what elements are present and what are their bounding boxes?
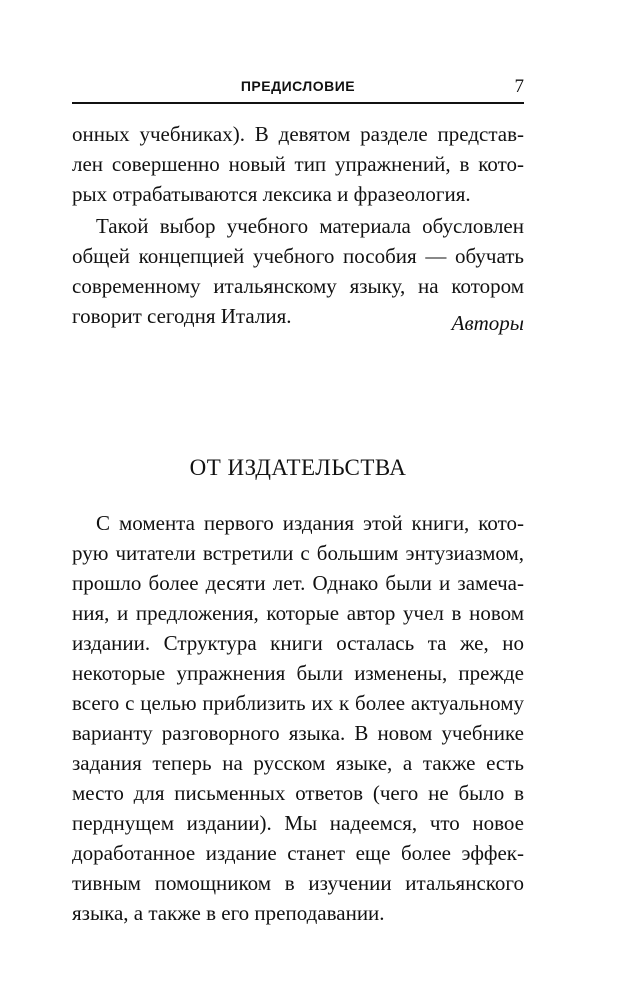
text-line: задания теперь на русском языке, а также есть: [72, 751, 524, 775]
text-line: Такой выбор учебного материала обусловлен: [96, 214, 524, 238]
publisher-note-paragraph: [72, 508, 524, 928]
page-number: 7: [514, 76, 524, 97]
text-line: онных учебниках). В девятом разделе представ-: [72, 122, 524, 146]
text-line: рую читатели встретили с большим энтузиазмом,: [72, 541, 524, 565]
preface-signature: Авторы: [451, 311, 524, 335]
running-title: ПРЕДИСЛОВИЕ: [240, 78, 356, 94]
text-line: всего с целью приблизить их к более актуальному: [72, 691, 524, 715]
text-line: лен совершенно новый тип упражнений, в кото-: [72, 152, 524, 176]
text-line: прошло более десяти лет. Однако были и замеча-: [72, 571, 524, 595]
text-line: ния, и предложения, которые автор учел в новом: [72, 601, 524, 625]
text-line: С момента первого издания этой книги, кото-: [96, 511, 524, 535]
text-line: общей концепцией учебного пособия — обучать: [72, 244, 524, 268]
text-line: варианту разговорного языка. В новом учебнике: [72, 721, 524, 745]
text-line: некоторые упражнения были изменены, прежде: [72, 661, 524, 685]
preface-paragraph-1: [72, 119, 524, 209]
text-line: рых отрабатываются лексика и фразеология.: [72, 182, 471, 206]
text-line: говорит сегодня Италия.: [72, 304, 292, 328]
running-header: [72, 76, 524, 104]
text-line: издании. Структура книги осталась та же, но: [72, 631, 524, 655]
section-heading: ОТ ИЗДАТЕЛЬСТВА: [189, 455, 407, 480]
text-line: языка, а также в его преподавании.: [72, 901, 385, 925]
text-line: современному итальянскому языку, на котором: [72, 274, 524, 298]
text-line: доработанное издание станет еще более эффек-: [72, 841, 524, 865]
text-line: место для письменных ответов (чего не было в: [72, 781, 524, 805]
text-line: перднущем издании). Мы надеемся, что новое: [72, 811, 524, 835]
text-line: тивным помощником в изучении итальянского: [72, 871, 524, 895]
